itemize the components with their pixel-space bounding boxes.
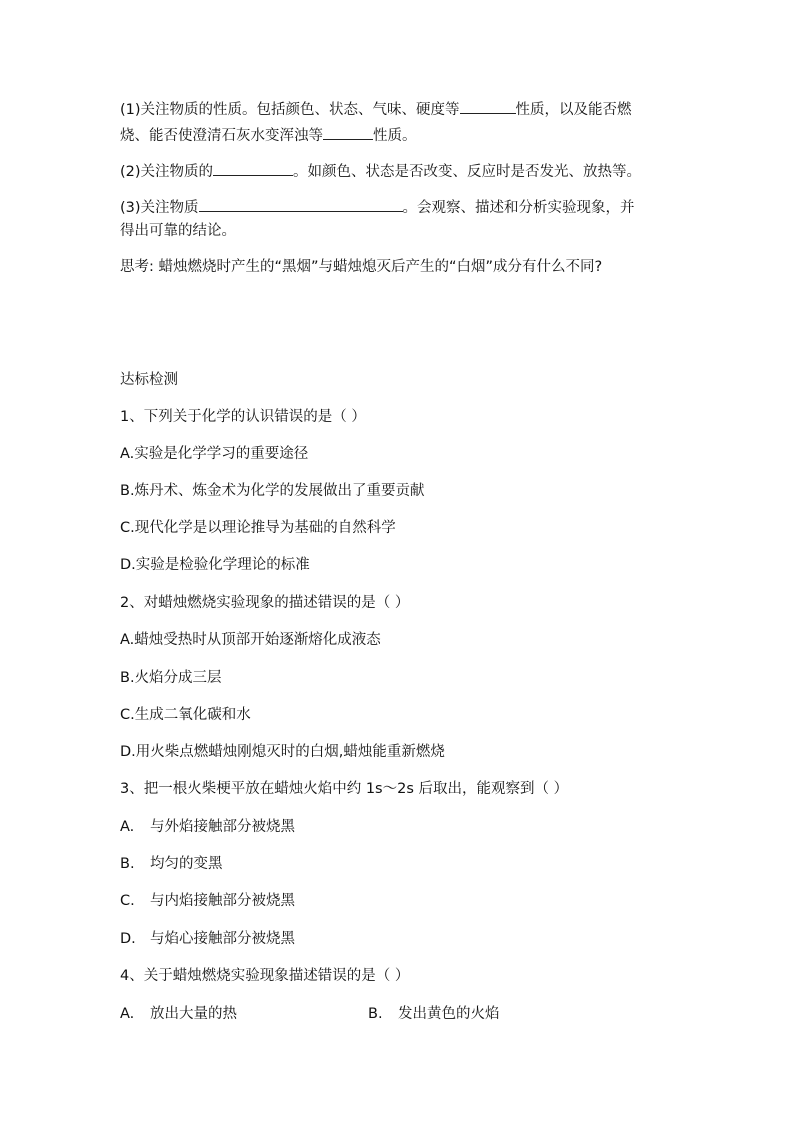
q3-option-b-text: 均匀的变黑	[150, 856, 223, 872]
q2-option-b: B.火焰分成三层	[120, 670, 222, 686]
q3-stem: 3、把一根火柴梗平放在蜡烛火焰中约 1s～2s 后取出，能观察到（ ）	[120, 781, 569, 797]
point-2-text-b: 。如颜色、状态是否改变、反应时是否发光、放热等。	[293, 164, 642, 180]
q4-option-b	[368, 1004, 500, 1024]
q3-option-c-label: C.	[120, 893, 135, 909]
q1-option-b: B.炼丹术、炼金术为化学的发展做出了重要贡献	[120, 483, 425, 499]
quiz-heading: 达标检测	[120, 372, 178, 388]
q1-stem: 1、下列关于化学的认识错误的是（ ）	[120, 409, 366, 425]
q1-option-c: C.现代化学是以理论推导为基础的自然科学	[120, 520, 396, 536]
point-3-text-a: (3)关注物质	[120, 200, 199, 216]
fill-blank-3[interactable]	[213, 160, 293, 176]
q3-option-c-text: 与内焰接触部分被烧黑	[150, 893, 295, 909]
fill-blank-2[interactable]	[323, 124, 373, 140]
q2-option-c: C.生成二氧化碳和水	[120, 707, 251, 723]
point-1-line-2	[120, 124, 417, 146]
point-2-text-a: (2)关注物质的	[120, 164, 214, 180]
q3-option-a-text: 与外焰接触部分被烧黑	[150, 819, 295, 835]
q3-option-b	[120, 854, 223, 874]
point-2-line	[120, 160, 641, 182]
q4-options-row	[120, 1004, 620, 1024]
q3-option-d-text: 与焰心接触部分被烧黑	[150, 931, 295, 947]
q4-option-b-text: 发出黄色的火焰	[398, 1006, 500, 1022]
point-1-text-a: (1)关注物质的性质。包括颜色、状态、气味、硬度等	[120, 102, 460, 118]
q3-option-c	[120, 891, 295, 911]
point-1-text-d: 性质。	[373, 128, 417, 144]
q3-option-d	[120, 929, 295, 949]
point-3-line-2: 得出可靠的结论。	[120, 223, 236, 239]
point-1-text-b: 性质，以及能否燃	[515, 102, 632, 118]
q2-option-a: A.蜡烛受热时从顶部开始逐渐熔化成液态	[120, 632, 381, 648]
q2-stem: 2、对蜡烛燃烧实验现象的描述错误的是（ ）	[120, 595, 410, 611]
q3-option-a-label: A.	[120, 819, 135, 835]
point-3-line-1	[120, 196, 635, 218]
q3-option-a	[120, 817, 295, 837]
think-question: 思考: 蜡烛燃烧时产生的“黑烟”与蜡烛熄灭后产生的“白烟”成分有什么不同?	[120, 259, 603, 275]
q4-option-a-text: 放出大量的热	[150, 1006, 237, 1022]
q4-option-b-label: B.	[368, 1006, 383, 1022]
q2-option-d: D.用火柴点燃蜡烛刚熄灭时的白烟,蜡烛能重新燃烧	[120, 744, 445, 760]
q4-option-a-label: A.	[120, 1006, 135, 1022]
fill-blank-4[interactable]	[199, 196, 403, 212]
q3-option-b-label: B.	[120, 856, 135, 872]
q4-stem: 4、关于蜡烛燃烧实验现象描述错误的是（ ）	[120, 968, 410, 984]
fill-blank-1[interactable]	[460, 98, 516, 114]
q1-option-a: A.实验是化学学习的重要途径	[120, 446, 309, 462]
point-1-text-c: 烧、能否使澄清石灰水变浑浊等	[120, 128, 323, 144]
point-3-text-b: 。会观察、描述和分析实验现象，并	[402, 200, 635, 216]
q1-option-d: D.实验是检验化学理论的标准	[120, 557, 310, 573]
point-1-line-1	[120, 98, 632, 120]
q3-option-d-label: D.	[120, 931, 136, 947]
